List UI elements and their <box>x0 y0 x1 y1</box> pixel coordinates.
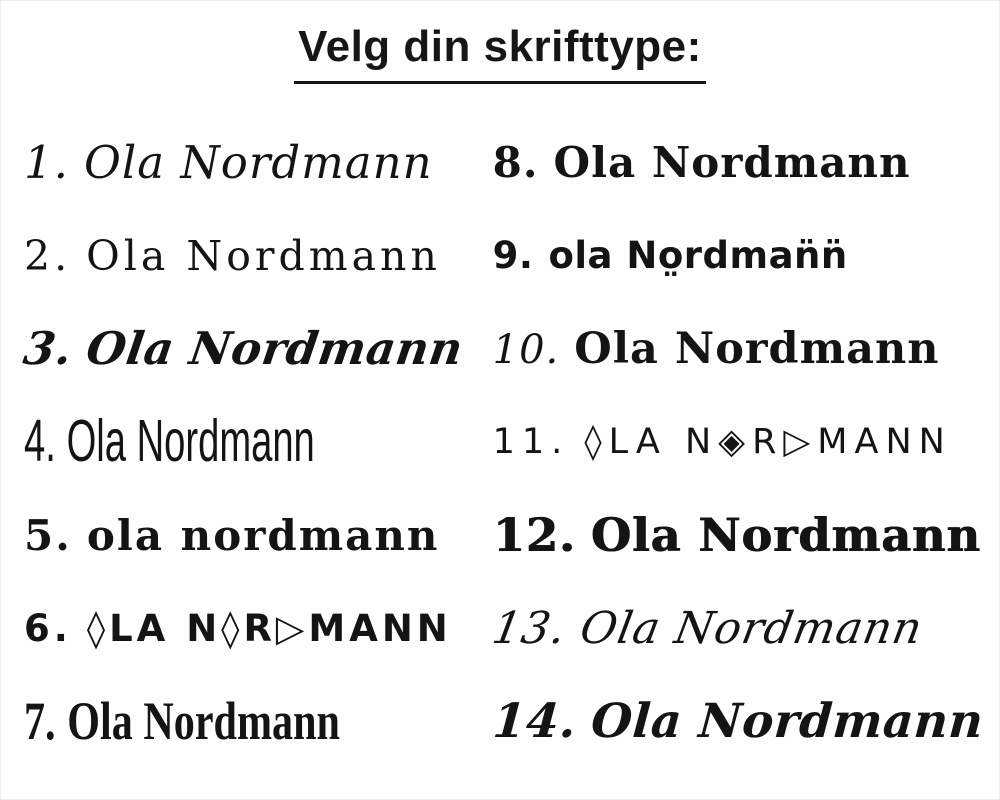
font-sample-13: Ola Nordmann <box>576 602 927 654</box>
font-list <box>20 116 985 768</box>
font-option-12 <box>493 489 983 582</box>
font-option-10 <box>493 302 983 395</box>
font-number-2: 2. <box>24 231 72 280</box>
font-option-5 <box>24 489 463 582</box>
font-option-6 <box>24 582 463 675</box>
font-sample-4: Ola Nordmann <box>66 408 315 476</box>
font-option-9 <box>493 209 983 302</box>
font-option-1 <box>24 116 463 209</box>
font-option-4 <box>24 395 463 488</box>
font-sample-9: ola No̤rdman̈n̈ <box>548 234 848 278</box>
page-title: Velg din skrifttype: <box>294 22 706 84</box>
font-sample-14: Ola Nordmann <box>588 693 985 749</box>
font-number-10: 10. <box>492 326 560 373</box>
font-number-5: 5. <box>24 510 72 560</box>
font-number-8: 8. <box>492 138 539 188</box>
font-sample-1: Ola Nordmann <box>83 136 433 190</box>
font-option-2 <box>24 209 463 302</box>
font-number-3: 3. <box>20 322 76 376</box>
font-sample-3: Ola Nordmann <box>83 322 467 376</box>
font-option-14 <box>490 675 985 768</box>
font-number-4: 4. <box>24 408 56 476</box>
font-sample-6: ◊LA N◊R▷MANN <box>86 606 452 650</box>
font-option-11 <box>493 395 983 488</box>
font-sample-11: ◊LA N◈R▷MANN <box>584 421 952 462</box>
font-number-11: 11. <box>492 421 570 462</box>
font-sample-7: Ola Nordmann <box>67 691 340 752</box>
font-number-13: 13. <box>488 602 571 654</box>
font-sample-2: Ola Nordmann <box>86 231 441 280</box>
font-number-1: 1. <box>24 136 69 190</box>
font-option-8 <box>493 116 983 209</box>
font-number-7: 7. <box>24 691 56 752</box>
font-option-13 <box>488 582 983 675</box>
font-option-3 <box>20 302 467 395</box>
font-sample-8: Ola Nordmann <box>553 138 911 188</box>
title-section <box>20 22 980 116</box>
font-sample-12: Ola Nordmann <box>590 508 981 563</box>
font-number-6: 6. <box>24 606 72 650</box>
font-number-12: 12. <box>492 508 576 563</box>
font-option-7 <box>24 675 463 768</box>
font-sample-10: Ola Nordmann <box>574 323 940 374</box>
font-sample-5: ola nordmann <box>86 510 440 560</box>
font-number-14: 14. <box>490 693 578 749</box>
font-number-9: 9. <box>492 234 534 278</box>
